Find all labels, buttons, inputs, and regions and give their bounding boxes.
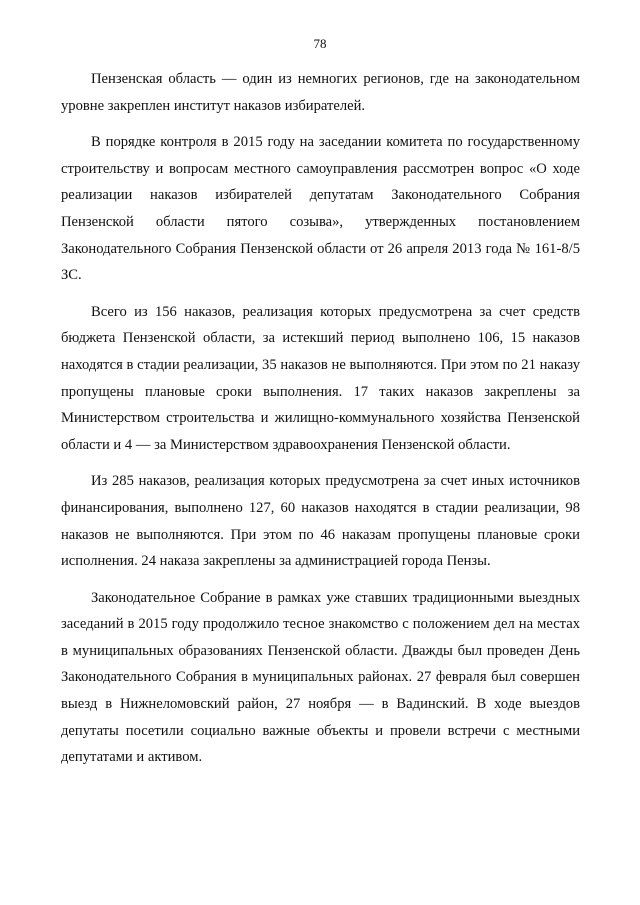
paragraph-1: Пензенская область — один из немногих регионов, где на законодательном уровне закреплен институт наказов избирателей. xyxy=(61,71,580,114)
body-text xyxy=(61,66,580,781)
paragraph-2: В порядке контроля в 2015 году на заседании комитета по государственному строительству и вопросам местного самоуправления рассмотрен вопрос «О ходе реализации наказов избирателей депутатам Законодательного Собрания Пензенской области пятого созыва», утвержденных постановлением Законодательного Собрания Пензенской области от 26 апреля 2013 года № 161-8/5 ЗС. xyxy=(61,134,580,284)
paragraph-5: Законодательное Собрание в рамках уже ставших традиционными выездных заседаний в 2015 году продолжило тесное знакомство с положением дел на местах в муниципальных образованиях Пензенской области. Дважды был проведен День Законодательного Собрания в муниципальных районах. 27 февраля был совершен выезд в Нижнеломовский район, 27 ноября — в Вадинский. В ходе выездов депутаты посетили социально важные объекты и провели встречи с местными депутатами и активом. xyxy=(61,589,580,766)
page-number: 78 xyxy=(313,36,327,51)
paragraph-3: Всего из 156 наказов, реализация которых предусмотрена за счет средств бюджета Пензенской области, за истекший период выполнено 106, 15 наказов находятся в стадии реализации, 35 наказов не выполняются. При этом по 21 наказу пропущены плановые сроки выполнения. 17 таких наказов закреплены за Министерством строительства и жилищно-коммунального хозяйства Пензенской области и 4 — за Министерством здравоохранения Пензенской области. xyxy=(61,303,580,453)
paragraph-4: Из 285 наказов, реализация которых предусмотрена за счет иных источников финансирования, выполнено 127, 60 наказов находятся в стадии реализации, 98 наказов не выполняются. При этом по 46 наказам пропущены плановые сроки исполнения. 24 наказа закреплены за администрацией города Пензы. xyxy=(61,473,580,570)
